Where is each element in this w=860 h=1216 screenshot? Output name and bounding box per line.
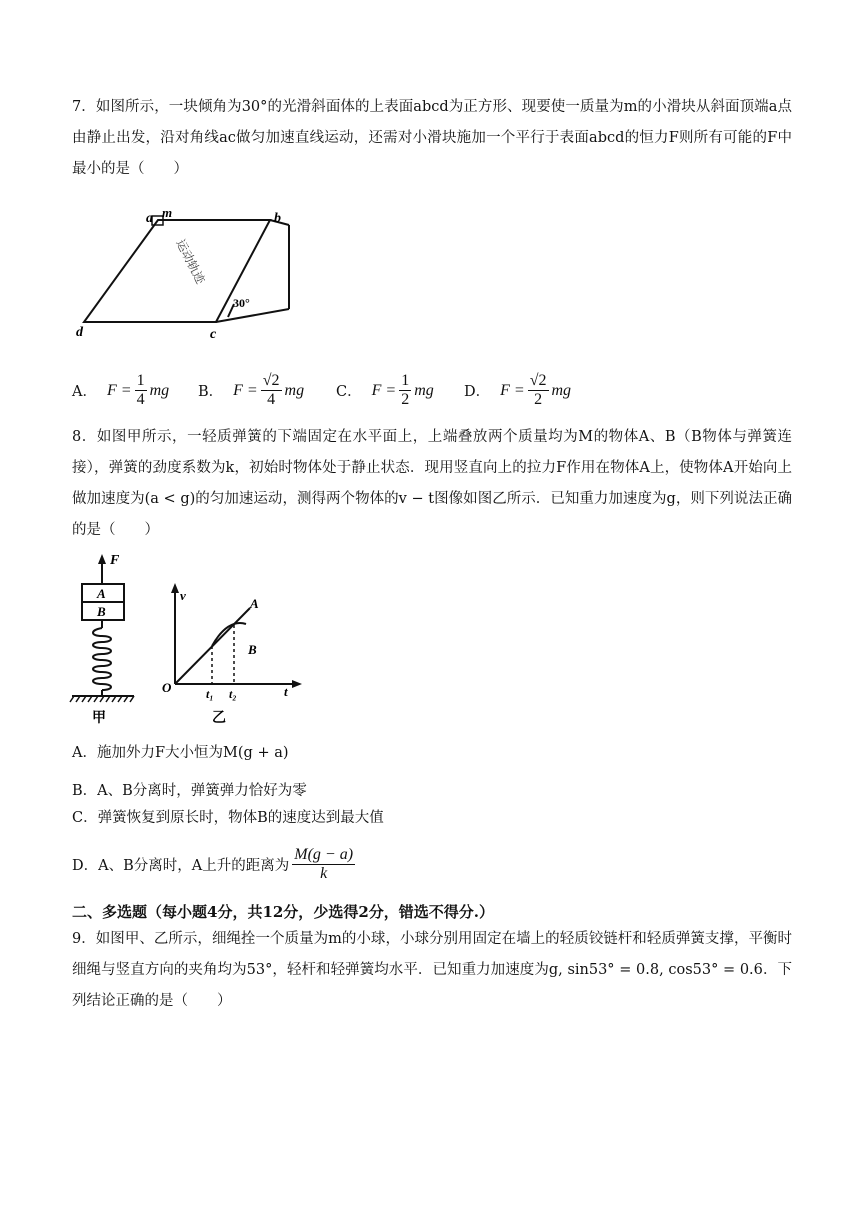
corner-label-d: d — [76, 325, 83, 340]
block-label-m: m — [162, 205, 173, 220]
corner-label-b: b — [274, 211, 281, 226]
spring-figure-jia — [68, 550, 144, 728]
q7-option-d[interactable]: D． F = $\frac{√2}{2}$ mg — [464, 372, 572, 408]
curve-label-A: A — [250, 596, 259, 611]
caption-jia: 甲 — [92, 711, 106, 726]
tick-label-t2: t₂ — [229, 687, 237, 701]
question-8-text: 如图甲所示，一轻质弹簧的下端固定在水平面上，上端叠放两个质量均为M的物体A、B（B物体与弹簧连接），弹簧的劲度系数为k，初始时物体处于静止状态．现用竖直向上的拉力F作用在物体A上，使物体A开始向上做加速度为(a < g)的匀加速运动，测得两个物体的v − t图像如图乙所示．已知重力加速度为g，则下列说法正确的是（ ） — [72, 429, 792, 538]
block-label-A: A — [97, 586, 106, 601]
question-8 — [72, 422, 792, 546]
trajectory-label: 运动轨迹 — [173, 237, 208, 287]
corner-label-a: a — [146, 211, 153, 226]
q8-option-d[interactable]: D． A、B分离时，A上升的距离为 $\frac{M(g - a)}{k}$ — [72, 846, 354, 882]
question-9-number: 9． — [72, 931, 96, 947]
question-7-number: 7． — [72, 99, 96, 115]
block-label-B: B — [97, 604, 106, 619]
q8-option-b[interactable]: B．A、B分离时，弹簧弹力恰好为零 — [72, 783, 307, 799]
question-7 — [72, 92, 792, 185]
section-heading: 二、多选题（每小题4分，共12分，少选得2分，错选不得分.） — [72, 903, 494, 921]
incline-figure — [70, 200, 310, 350]
question-8-number: 8． — [72, 429, 97, 445]
q7-option-a[interactable]: A． F = $\frac{1}{4}$ mg — [72, 372, 170, 408]
origin-label: O — [162, 680, 172, 695]
caption-yi: 乙 — [212, 711, 226, 726]
curve-label-B: B — [248, 642, 257, 657]
corner-label-c: c — [210, 327, 217, 342]
axis-label-v: v — [180, 588, 186, 603]
axis-label-t: t — [284, 684, 288, 699]
q7-option-b[interactable]: B． F = $\frac{√2}{4}$ mg — [198, 372, 305, 408]
force-label-F: F — [110, 553, 120, 568]
tick-label-t1: t₁ — [206, 687, 214, 701]
q8-option-a[interactable]: A．施加外力F大小恒为M(g + a) — [72, 745, 289, 761]
question-9 — [72, 924, 792, 1017]
question-7-text: 如图所示，一块倾角为30°的光滑斜面体的上表面abcd为正方形、现要使一质量为m的小滑块从斜面顶端a点由静止出发，沿对角线ac做匀加速直线运动，还需对小滑块施加一个平行于表面abcd的恒力F则所有可能的F中最小的是（ ） — [72, 99, 792, 177]
question-9-text: 如图甲、乙所示，细绳拴一个质量为m的小球，小球分别用固定在墙上的轻质铰链杆和轻质弹簧支撑，平衡时细绳与竖直方向的夹角均为53°，轻杆和轻弹簧均水平．已知重力加速度为g, sin53° = 0.8, cos53° = 0.6．下列结论正确的是（ ） — [72, 931, 793, 1009]
angle-label: 30° — [233, 296, 250, 310]
q7-option-c[interactable]: C． F = $\frac{1}{2}$ mg — [336, 372, 434, 408]
q8-option-c[interactable]: C．弹簧恢复到原长时，物体B的速度达到最大值 — [72, 810, 384, 826]
vt-graph-yi — [160, 580, 310, 728]
